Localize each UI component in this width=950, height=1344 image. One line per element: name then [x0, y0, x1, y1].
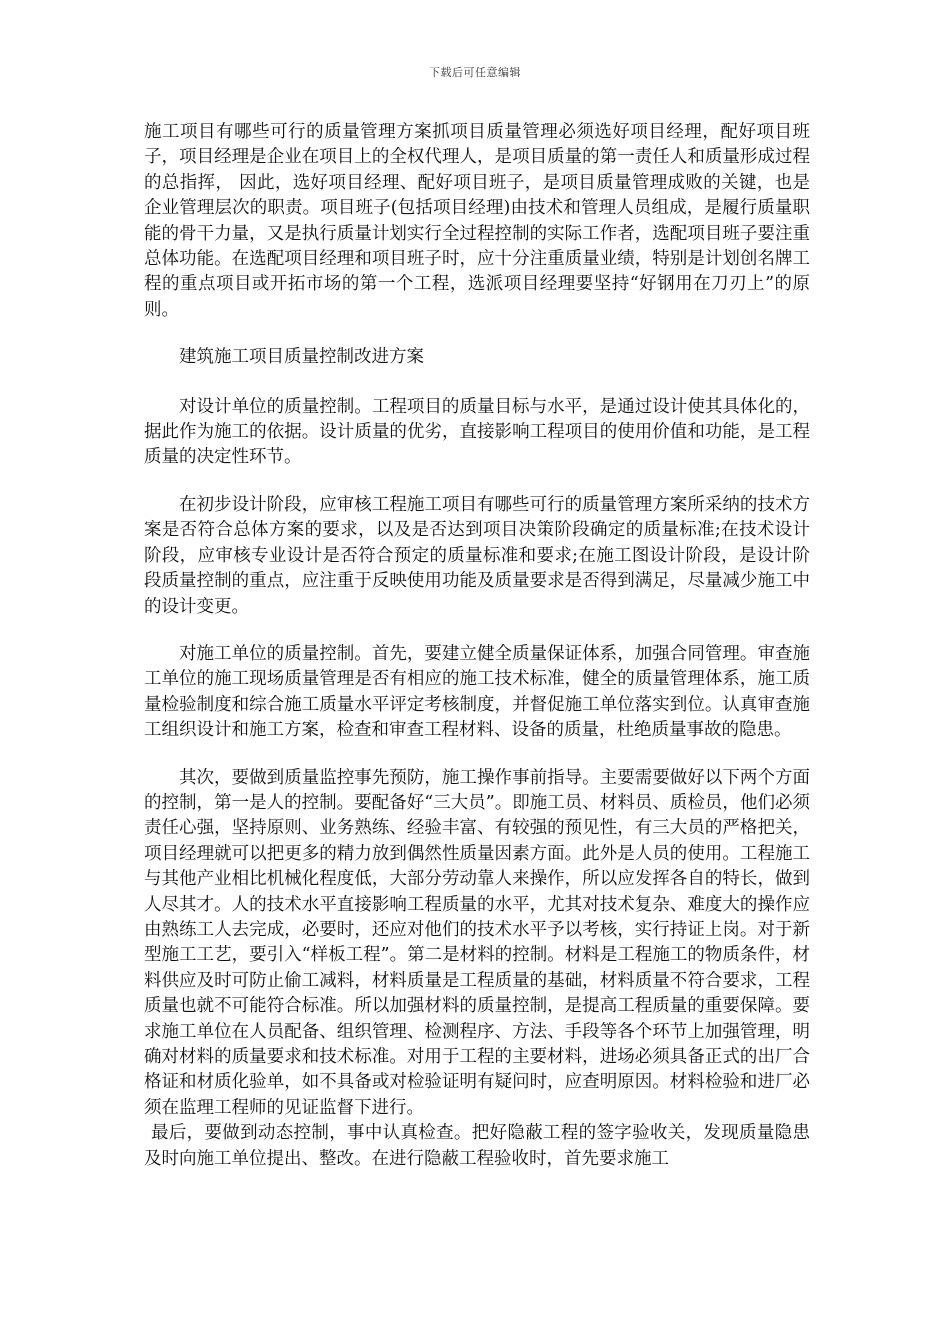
paragraph-construction-control: 对施工单位的质量控制。首先，要建立健全质量保证体系，加强合同管理。审查施工单位的施工现场质量管理是否有相应的施工技术标准，健全的质量管理体系，施工质量检验制度和综合施工质量水平评定考核制度，并督促施工单位落实到位。认真审查施工组织设计和施工方案，检查和审查工程材料、设备的质量，杜绝质量事故的隐患。	[144, 643, 810, 741]
paragraph-dynamic-control: 最后，要做到动态控制，事中认真检查。把好隐蔽工程的签字验收关，发现质量隐患及时向施工单位提出、整改。在进行隐蔽工程验收时，首先要求施工	[144, 1123, 810, 1169]
paragraph-design-stages: 在初步设计阶段，应审核工程施工项目有哪些可行的质量管理方案所采纳的技术方案是否符合总体方案的要求，以及是否达到项目决策阶段确定的质量标准;在技术设计阶段，应审核专业设计是否符合预定的质量标准和要求;在施工图设计阶段，是设计阶段质量控制的重点，应注重于反映使用功能及质量要求是否得到满足，尽量减少施工中的设计变更。	[144, 494, 810, 617]
page-header-note: 下载后可任意编辑	[429, 66, 521, 79]
paragraph-project-manager: 施工项目有哪些可行的质量管理方案抓项目质量管理必须选好项目经理，配好项目班子，项目经理是企业在项目上的全权代理人，是项目质量的第一责任人和质量形成过程的总指挥， 因此，选好项目经理、配好项目班子，是项目质量管理成败的关键，也是企业管理层次的职责。项目班子(包括项目经理)由技术和管理人员组成，是履行质量职能的骨干力量，又是执行质量计划实行全过程控制的实际工作者，选配项目班子要注重总体功能。在选配项目经理和项目班子时，应十分注重质量业绩，特别是计划创名牌工程的重点项目或开拓市场的第一个工程，选派项目经理要坚持“好钢用在刀刃上”的原则。	[144, 122, 810, 320]
document-body	[144, 120, 810, 1172]
paragraph-prevention: 其次，要做到质量监控事先预防，施工操作事前指导。主要需要做好以下两个方面的控制，第一是人的控制。要配备好“三大员”。即施工员、材料员、质检员，他们必须责任心强，坚持原则、业务熟练、经验丰富、有较强的预见性，有三大员的严格把关，项目经理就可以把更多的精力放到偶然性质量因素方面。此外是人员的使用。工程施工与其他产业相比机械化程度低，大部分劳动靠人来操作，所以应发挥各自的特长，做到人尽其才。人的技术水平直接影响工程质量的水平，尤其对技术复杂、难度大的操作应由熟练工人去完成，必要时，还应对他们的技术水平予以考核，实行持证上岗。对于新型施工工艺，要引入“样板工程”。第二是材料的控制。材料是工程施工的物质条件，材料供应及时可防止偷工减料，材料质量是工程质量的基础，材料质量不符合要求，工程质量也就不可能符合标准。所以加强材料的质量控制，是提高工程质量的重要保障。要求施工单位在人员配备、组织管理、检测程序、方法、手段等各个环节上加强管理，明确对材料的质量要求和技术标准。对用于工程的主要材料，进场必须具备正式的出厂合格证和材质化验单，如不具备或对检验证明有疑问时，应查明原因。材料检验和进厂必须在监理工程师的见证监督下进行。	[144, 767, 810, 1118]
section-heading: 建筑施工项目质量控制改进方案	[179, 347, 424, 368]
paragraph-design-control: 对设计单位的质量控制。工程项目的质量目标与水平，是通过设计使其具体化的，据此作为施工的依据。设计质量的优劣，直接影响工程项目的使用价值和功能，是工程质量的决定性环节。	[144, 396, 810, 468]
